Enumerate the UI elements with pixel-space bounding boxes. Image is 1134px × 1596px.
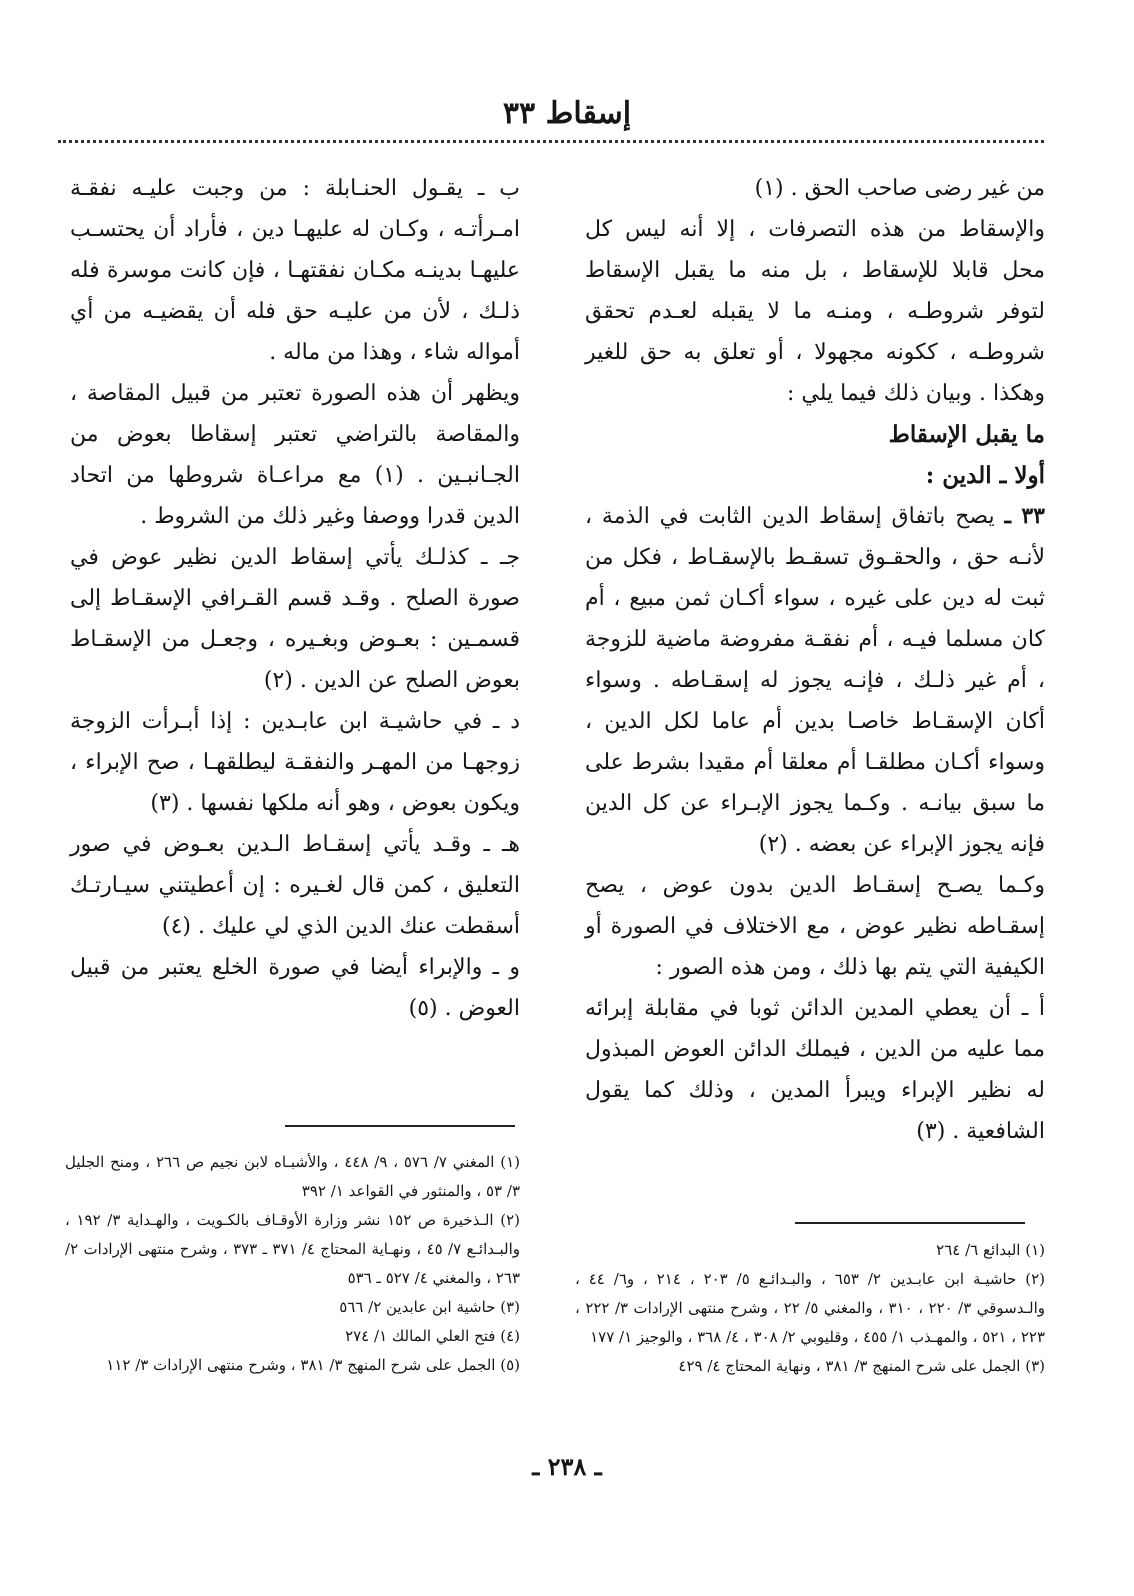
section-heading: ما يقبل الإسقاط bbox=[888, 421, 1045, 448]
footnote-item: (٢) الـذخيرة ص ١٥٢ نشر وزارة الأوقـاف بالكـويت ، والهـداية ٣/ ١٩٢ ، والبـدائـع ٧/ ٤٥ ، ونهـاية المحتاج ٤/ ٣٧١ ـ ٣٧٣ ، وشرح منتهى الإرادات ٢/ ٢٦٣ ، والمغني ٤/ ٥٢٧ ـ ٥٣٦ bbox=[65, 1211, 521, 1287]
paragraph: هـ ـ وقـد يأتي إسقـاط الـدين بعـوض في صور التعليق ، كمن قال لغـيره : إن أعطيتني سيـارتـك أسقطت عنك الدين الذي لي عليك . (٤) bbox=[70, 832, 520, 939]
paragraph: وكـما يصـح إسقـاط الدين بدون عوض ، يصح إسقـاطه نظير عوض ، مع الاختلاف في الصورة أو الكيفية التي يتم بها ذلك ، ومن هذه الصور : bbox=[585, 873, 1045, 980]
footnote-item: (٥) الجمل على شرح المنهج ٣/ ٣٨١ ، وشرح منتهى الإرادات ٣/ ١١٢ bbox=[106, 1356, 520, 1374]
subsection-heading: أولا ـ الدين : bbox=[925, 462, 1045, 489]
paragraph: من غير رضى صاحب الحق . (١) bbox=[754, 176, 1045, 201]
footnote-item: (٤) فتح العلي المالك ١/ ٢٧٤ bbox=[345, 1327, 520, 1345]
footnote-item: (١) البدائع ٦/ ٢٦٤ bbox=[936, 1241, 1045, 1259]
footnote-item: (٣) حاشية ابن عابدين ٢/ ٥٦٦ bbox=[339, 1298, 520, 1316]
page-number: ـ ٢٣٨ ـ bbox=[532, 1452, 602, 1481]
footnote-item: (١) المغني ٧/ ٥٧٦ ، ٩/ ٤٤٨ ، والأشبـاه لابن نجيم ص ٢٦٦ ، ومنح الجليل ٣/ ٥٣ ، والمنثور في القواعد ١/ ٣٩٢ bbox=[65, 1153, 520, 1200]
paragraph: ب ـ يقـول الحنـابلة : من وجبت عليـه نفقـة امـرأتـه ، وكـان له عليهـا دين ، فأراد أن يحتسـب عليهـا بدينـه مكـان نفقتهـا ، فإن كانت موسرة فله ذلـك ، لأن من عليـه حق فله أن يقضيـه من أي أمواله شاء ، وهذا من ماله . bbox=[70, 176, 520, 365]
page-header-title: إسقاط ٣٣ bbox=[502, 96, 632, 131]
numbered-paragraph bbox=[585, 496, 1045, 865]
paragraph: والإسقاط من هذه التصرفات ، إلا أنه ليس كل محل قابلا للإسقاط ، بل منه ما يقبل الإسقاط لتوفر شروطـه ، ومنـه ما لا يقبله لعـدم تحقق شروطـه ، ككونه مجهولا ، أو تعلق به حق للغير وهكذا . وبيان ذلك فيما يلي : bbox=[585, 217, 1045, 406]
footnotes-left bbox=[65, 1148, 520, 1380]
paragraph-text: يصح باتفاق إسقاط الدين الثابت في الذمة ، لأنـه حق ، والحقـوق تسقـط بالإسقـاط ، فكل من ثبت له دين على غيره ، سواء أكـان ثمن مبيع ، أم كان مسلما فيـه ، أم نفقـة مفروضة ماضية للزوجة ، أم غير ذلـك ، فإنـه يجوز له إسقـاطه . وسواء أكان الإسقـاط خاصـا بدين أم عاما لكل الدين ، وسواء أكـان مطلقـا أم معلقا أم مقيدا بشرط على ما سبق بيانـه . وكـما يجوز الإبـراء عن كل الدين فإنه يجوز الإبراء عن بعضه . (٢) bbox=[585, 504, 1045, 857]
footnote-item: (٢) حاشيـة ابن عابـدين ٢/ ٦٥٣ ، والبـدائـع ٥/ ٢٠٣ ، ٢١٤ ، و٦/ ٤٤ ، والـدسوقي ٣/ ٢٢٠ ، ٣١٠ ، والمغني ٥/ ٢٢ ، وشرح منتهى الإرادات ٣/ ٢٢٢ ، ٢٢٣ ، ٥٢١ ، والمهـذب ١/ ٤٥٥ ، وقليوبي ٢/ ٣٠٨ ، ٤/ ٣٦٨ ، والوجيز ١/ ١٧٧ bbox=[575, 1270, 1045, 1346]
right-text-column bbox=[585, 168, 1045, 1152]
paragraph: أ ـ أن يعطي المدين الدائن ثوبا في مقابلة إبرائه مما عليه من الدين ، فيملك الدائن العوض المبذول له نظير الإبراء ويبرأ المدين ، وذلك كما يقول الشافعية . (٣) bbox=[585, 996, 1045, 1144]
paragraph: جـ ـ كذلـك يأتي إسقاط الدين نظير عوض في صورة الصلح . وقـد قسم القـرافي الإسقـاط إلى قسمـين : بعـوض وبغـيره ، وجعـل من الإسقـاط بعوض الصلح عن الدين . (٢) bbox=[70, 545, 520, 693]
footnote-divider-right bbox=[795, 1222, 1025, 1224]
paragraph: و ـ والإبراء أيضا في صورة الخلع يعتبر من قبيل العوض . (٥) bbox=[70, 955, 520, 1021]
footnotes-right bbox=[575, 1236, 1045, 1381]
footnote-divider-left bbox=[285, 1125, 515, 1127]
footnote-item: (٣) الجمل على شرح المنهج ٣/ ٣٨١ ، ونهاية المحتاج ٤/ ٤٢٩ bbox=[678, 1357, 1045, 1375]
paragraph-number: ٣٣ ـ bbox=[1004, 503, 1045, 529]
paragraph: د ـ في حاشيـة ابن عابـدين : إذا أبـرأت الزوجة زوجهـا من المهـر والنفقـة ليطلقهـا ، صح الإبراء ، ويكون بعوض ، وهو أنه ملكها نفسها . (٣) bbox=[70, 709, 520, 816]
header-dotted-divider bbox=[58, 140, 1044, 143]
paragraph: ويظهر أن هذه الصورة تعتبر من قبيل المقاصة ، والمقاصة بالتراضي تعتبر إسقاطا بعوض من الجـانبـين . (١) مع مراعـاة شروطها من اتحاد الدين قدرا ووصفا وغير ذلك من الشروط . bbox=[70, 381, 520, 529]
left-text-column bbox=[70, 168, 520, 1029]
